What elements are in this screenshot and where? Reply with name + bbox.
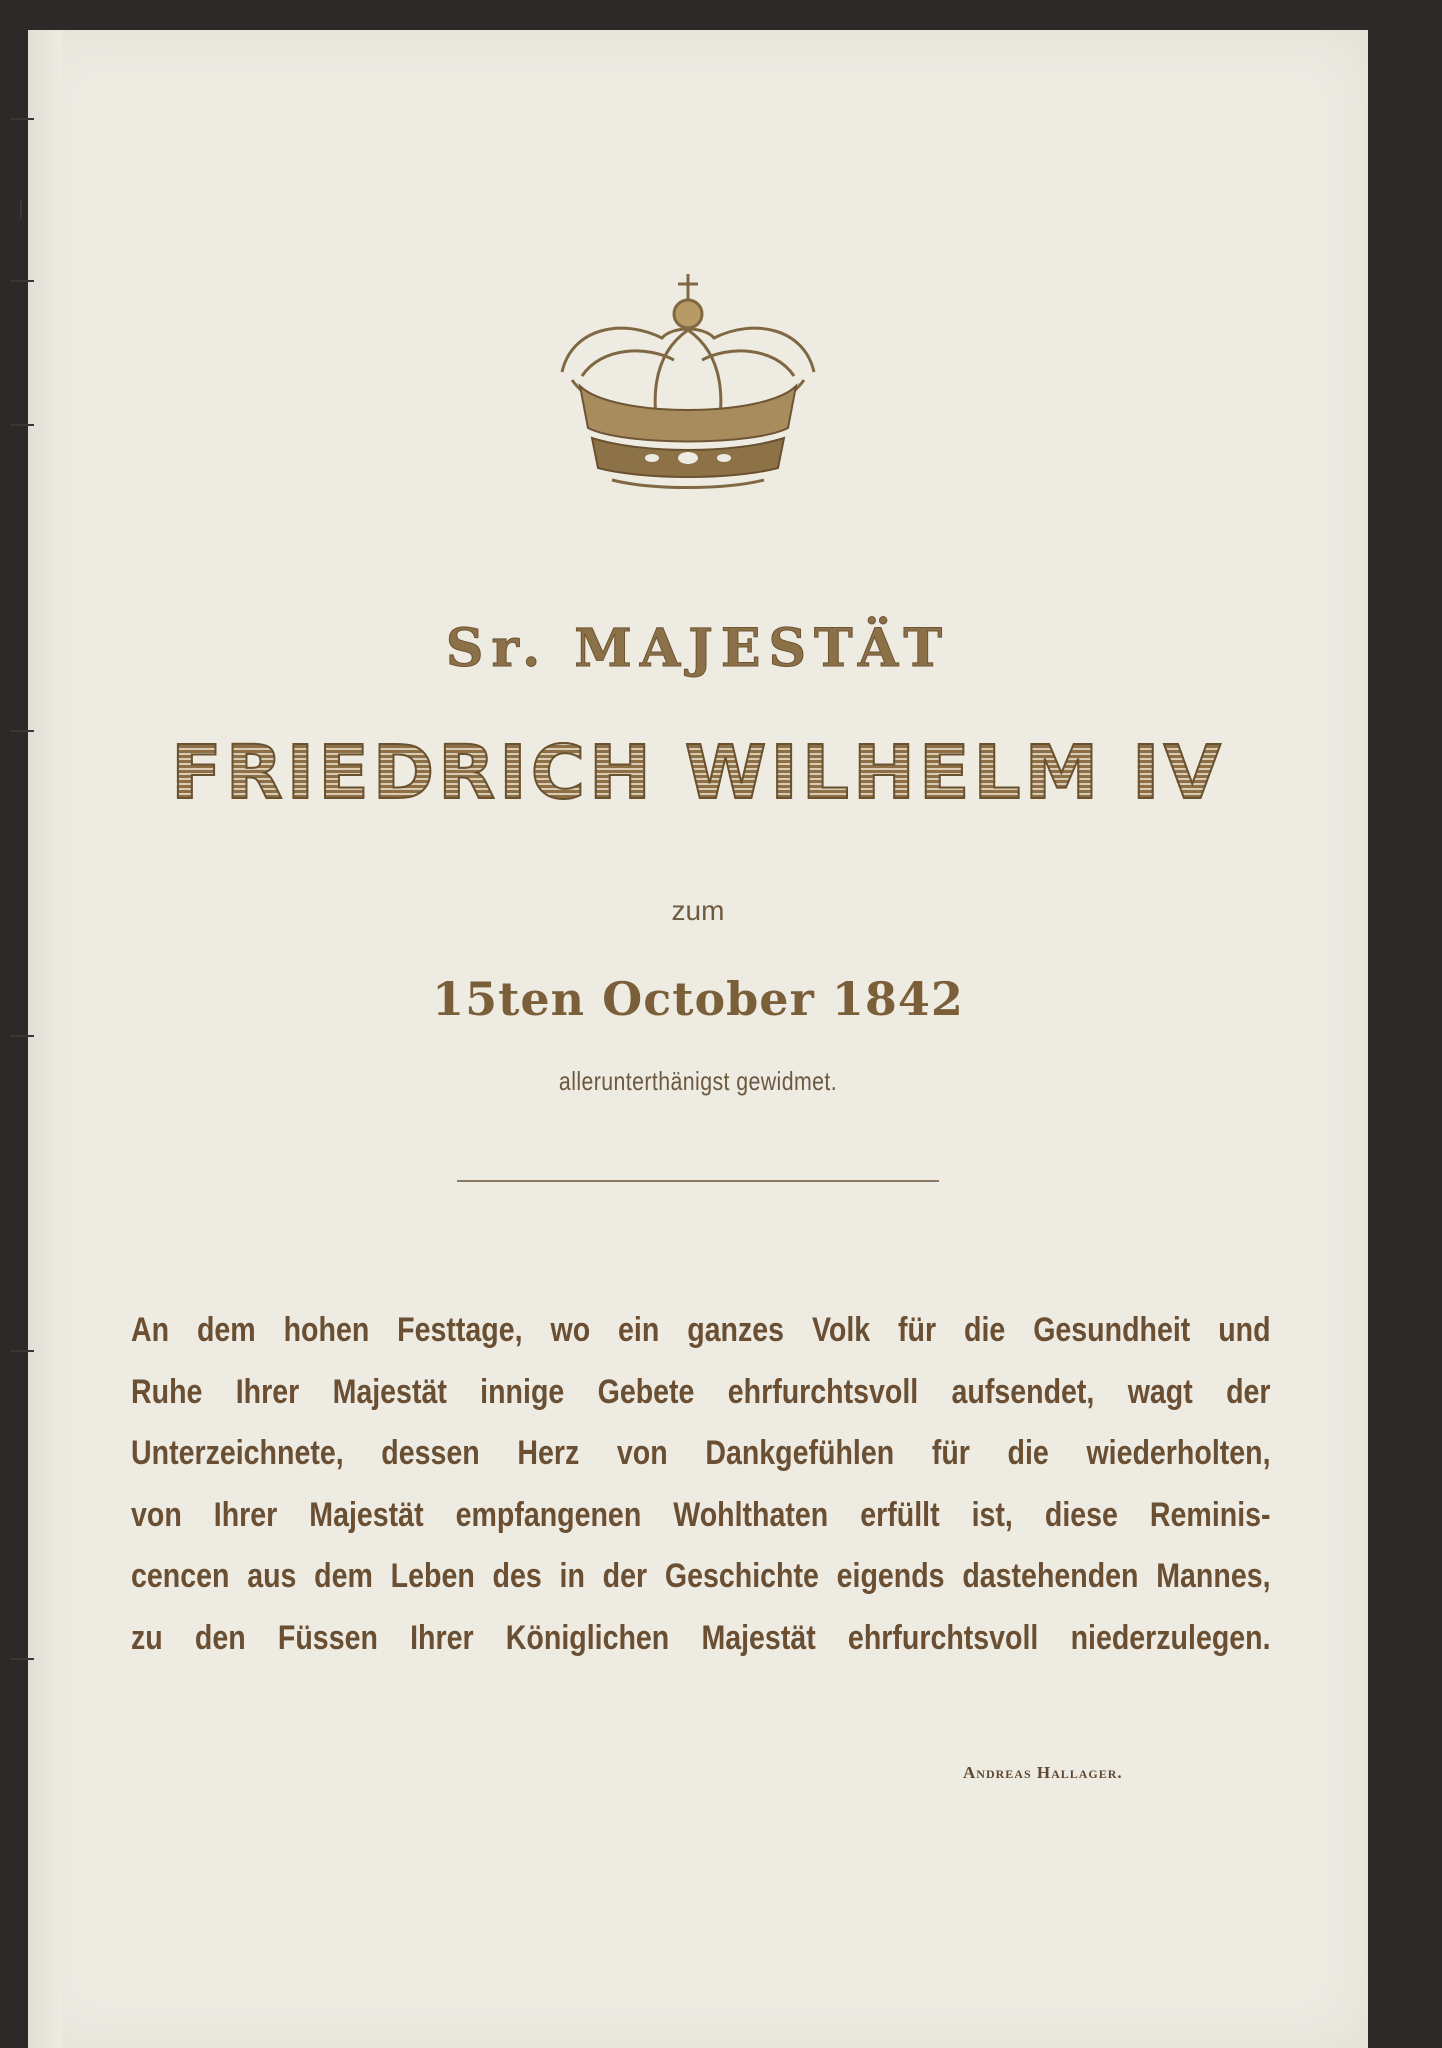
- dedication-line: cencen aus dem Leben des in der Geschichte eigends dastehenden Mannes,: [131, 1557, 1271, 1595]
- dedication-line: Unterzeichnete, dessen Herz von Dankgefühlen für die wiederholten,: [131, 1434, 1271, 1472]
- title-line-majestat: Sr. MAJESTÄT: [445, 618, 951, 679]
- margin-mark: [20, 200, 22, 218]
- title-line-zum: zum: [671, 895, 725, 926]
- dedication-line: Ruhe Ihrer Majestät innige Gebete ehrfurchtsvoll aufsendet, wagt der: [131, 1372, 1271, 1411]
- dedication-line: zu den Füssen Ihrer Königlichen Majestät ehrfurchtsvoll niederzulegen.: [131, 1618, 1271, 1657]
- crown-icon: [552, 268, 824, 500]
- margin-mark: [10, 1350, 34, 1352]
- dedication-line: von Ihrer Majestät empfangenen Wohlthaten erfüllt ist, diese Reminis-: [131, 1495, 1271, 1534]
- title-line-date: 15ten October 1842: [432, 972, 964, 1026]
- title-line-king-name: FRIEDRICH WILHELM IV: [28, 730, 1368, 816]
- margin-mark: [10, 424, 34, 426]
- margin-mark: [10, 1035, 34, 1037]
- dedication-line: An dem hohen Festtage, wo ein ganzes Volk für die Gesundheit und: [131, 1311, 1271, 1349]
- margin-mark: [10, 280, 34, 282]
- dedication-paragraph: [131, 1300, 1271, 1669]
- divider-rule: [457, 1180, 939, 1182]
- title-line-dedicated: allerunterthänigst gewidmet.: [558, 1066, 838, 1096]
- binding-gutter: [28, 30, 62, 2048]
- margin-mark: [10, 1658, 34, 1660]
- margin-mark: [10, 118, 34, 120]
- document-page: [28, 30, 1368, 2048]
- signature: Andreas Hallager.: [963, 1763, 1123, 1782]
